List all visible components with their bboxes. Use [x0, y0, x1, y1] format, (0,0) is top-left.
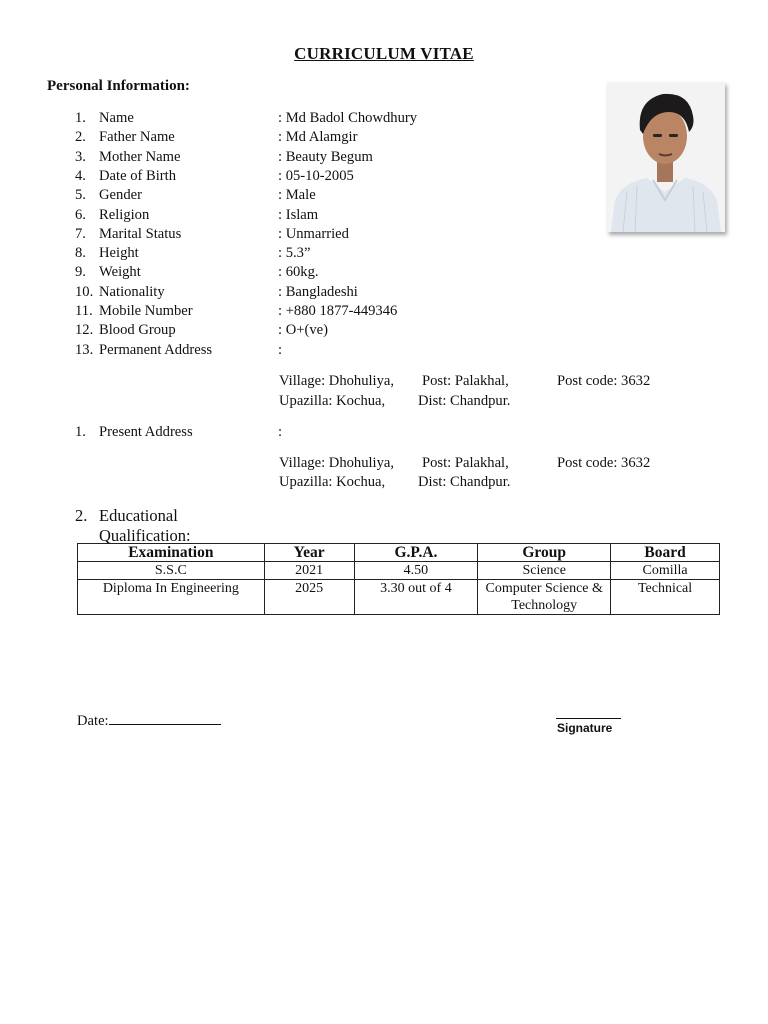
table-cell: 2021	[264, 562, 354, 580]
row-value: :	[278, 342, 283, 358]
row-number: 8.	[75, 245, 86, 261]
signature-label: Signature	[557, 721, 613, 735]
address-post: Post: Palakhal,	[422, 373, 509, 389]
row-number: 5.	[75, 187, 86, 203]
row-label: Marital Status	[99, 226, 182, 242]
row-number: 12.	[75, 322, 94, 338]
row-label: Present Address	[99, 424, 193, 440]
row-value: : +880 1877-449346	[278, 303, 398, 319]
table-cell: 2025	[264, 580, 354, 615]
row-label: Permanent Address	[99, 342, 213, 358]
row-value: : Md Alamgir	[278, 129, 358, 145]
row-label: Mobile Number	[99, 303, 193, 319]
row-number: 2.	[75, 129, 86, 145]
row-label: Blood Group	[99, 322, 176, 338]
row-value: : Islam	[278, 207, 319, 223]
document-title: CURRICULUM VITAE	[294, 44, 474, 63]
row-number: 6.	[75, 207, 86, 223]
address-postcode: Post code: 3632	[557, 455, 651, 471]
row-value: : Beauty Begum	[278, 149, 373, 165]
column-header-board: Board	[611, 544, 720, 562]
row-label: Nationality	[99, 284, 165, 300]
row-value: : Male	[278, 187, 316, 203]
education-table	[77, 543, 720, 615]
table-row	[78, 580, 720, 615]
personal-info-heading: Personal Information:	[47, 78, 190, 94]
row-label: Height	[99, 245, 139, 261]
column-header-year: Year	[264, 544, 354, 562]
row-number: 2.	[75, 506, 88, 525]
table-cell: S.S.C	[78, 562, 265, 580]
row-label: Religion	[99, 207, 150, 223]
address-village: Village: Dhohuliya,	[279, 455, 395, 471]
table-row	[78, 562, 720, 580]
row-label: Weight	[99, 264, 141, 280]
row-number: 9.	[75, 264, 86, 280]
address-post: Post: Palakhal,	[422, 455, 509, 471]
column-header-group: Group	[478, 544, 611, 562]
row-label: Mother Name	[99, 149, 181, 165]
profile-photo-image	[607, 82, 725, 232]
row-value: : Md Badol Chowdhury	[278, 110, 418, 126]
signature-line	[556, 718, 621, 719]
table-cell: Technical	[611, 580, 720, 615]
row-number: 1.	[75, 424, 86, 440]
row-label: Father Name	[99, 129, 175, 145]
profile-photo	[607, 82, 725, 232]
row-number: 11.	[75, 303, 93, 319]
row-value: : 60kg.	[278, 264, 319, 280]
row-label: Name	[99, 110, 134, 126]
row-value: : 05-10-2005	[278, 168, 354, 184]
row-label: Gender	[99, 187, 142, 203]
education-heading-label: Educational Qualification:	[99, 506, 191, 545]
row-label: Date of Birth	[99, 168, 177, 184]
table-cell: Computer Science & Technology	[478, 580, 611, 615]
row-value: :	[278, 424, 283, 440]
row-number: 1.	[75, 110, 86, 126]
address-upazilla: Upazilla: Kochua,	[279, 474, 386, 490]
table-header-row	[78, 544, 720, 562]
table-cell: 4.50	[354, 562, 478, 580]
address-dist: Dist: Chandpur.	[418, 474, 511, 490]
table-cell: Comilla	[611, 562, 720, 580]
row-number: 10.	[75, 284, 94, 300]
row-value: : Bangladeshi	[278, 284, 358, 300]
row-value: : 5.3”	[278, 245, 311, 261]
row-number: 7.	[75, 226, 86, 242]
address-dist: Dist: Chandpur.	[418, 393, 511, 409]
table-cell: Diploma In Engineering	[78, 580, 265, 615]
row-number: 3.	[75, 149, 86, 165]
address-postcode: Post code: 3632	[557, 373, 651, 389]
date-blank-line	[109, 711, 221, 725]
table-cell: Science	[478, 562, 611, 580]
row-value: : Unmarried	[278, 226, 349, 242]
row-value: : O+(ve)	[278, 322, 328, 338]
date-label: Date:	[77, 713, 109, 729]
date-field	[77, 711, 221, 730]
address-village: Village: Dhohuliya,	[279, 373, 395, 389]
table-cell: 3.30 out of 4	[354, 580, 478, 615]
column-header-gpa: G.P.A.	[354, 544, 478, 562]
address-upazilla: Upazilla: Kochua,	[279, 393, 386, 409]
row-number: 4.	[75, 168, 86, 184]
column-header-examination: Examination	[78, 544, 265, 562]
row-number: 13.	[75, 342, 94, 358]
